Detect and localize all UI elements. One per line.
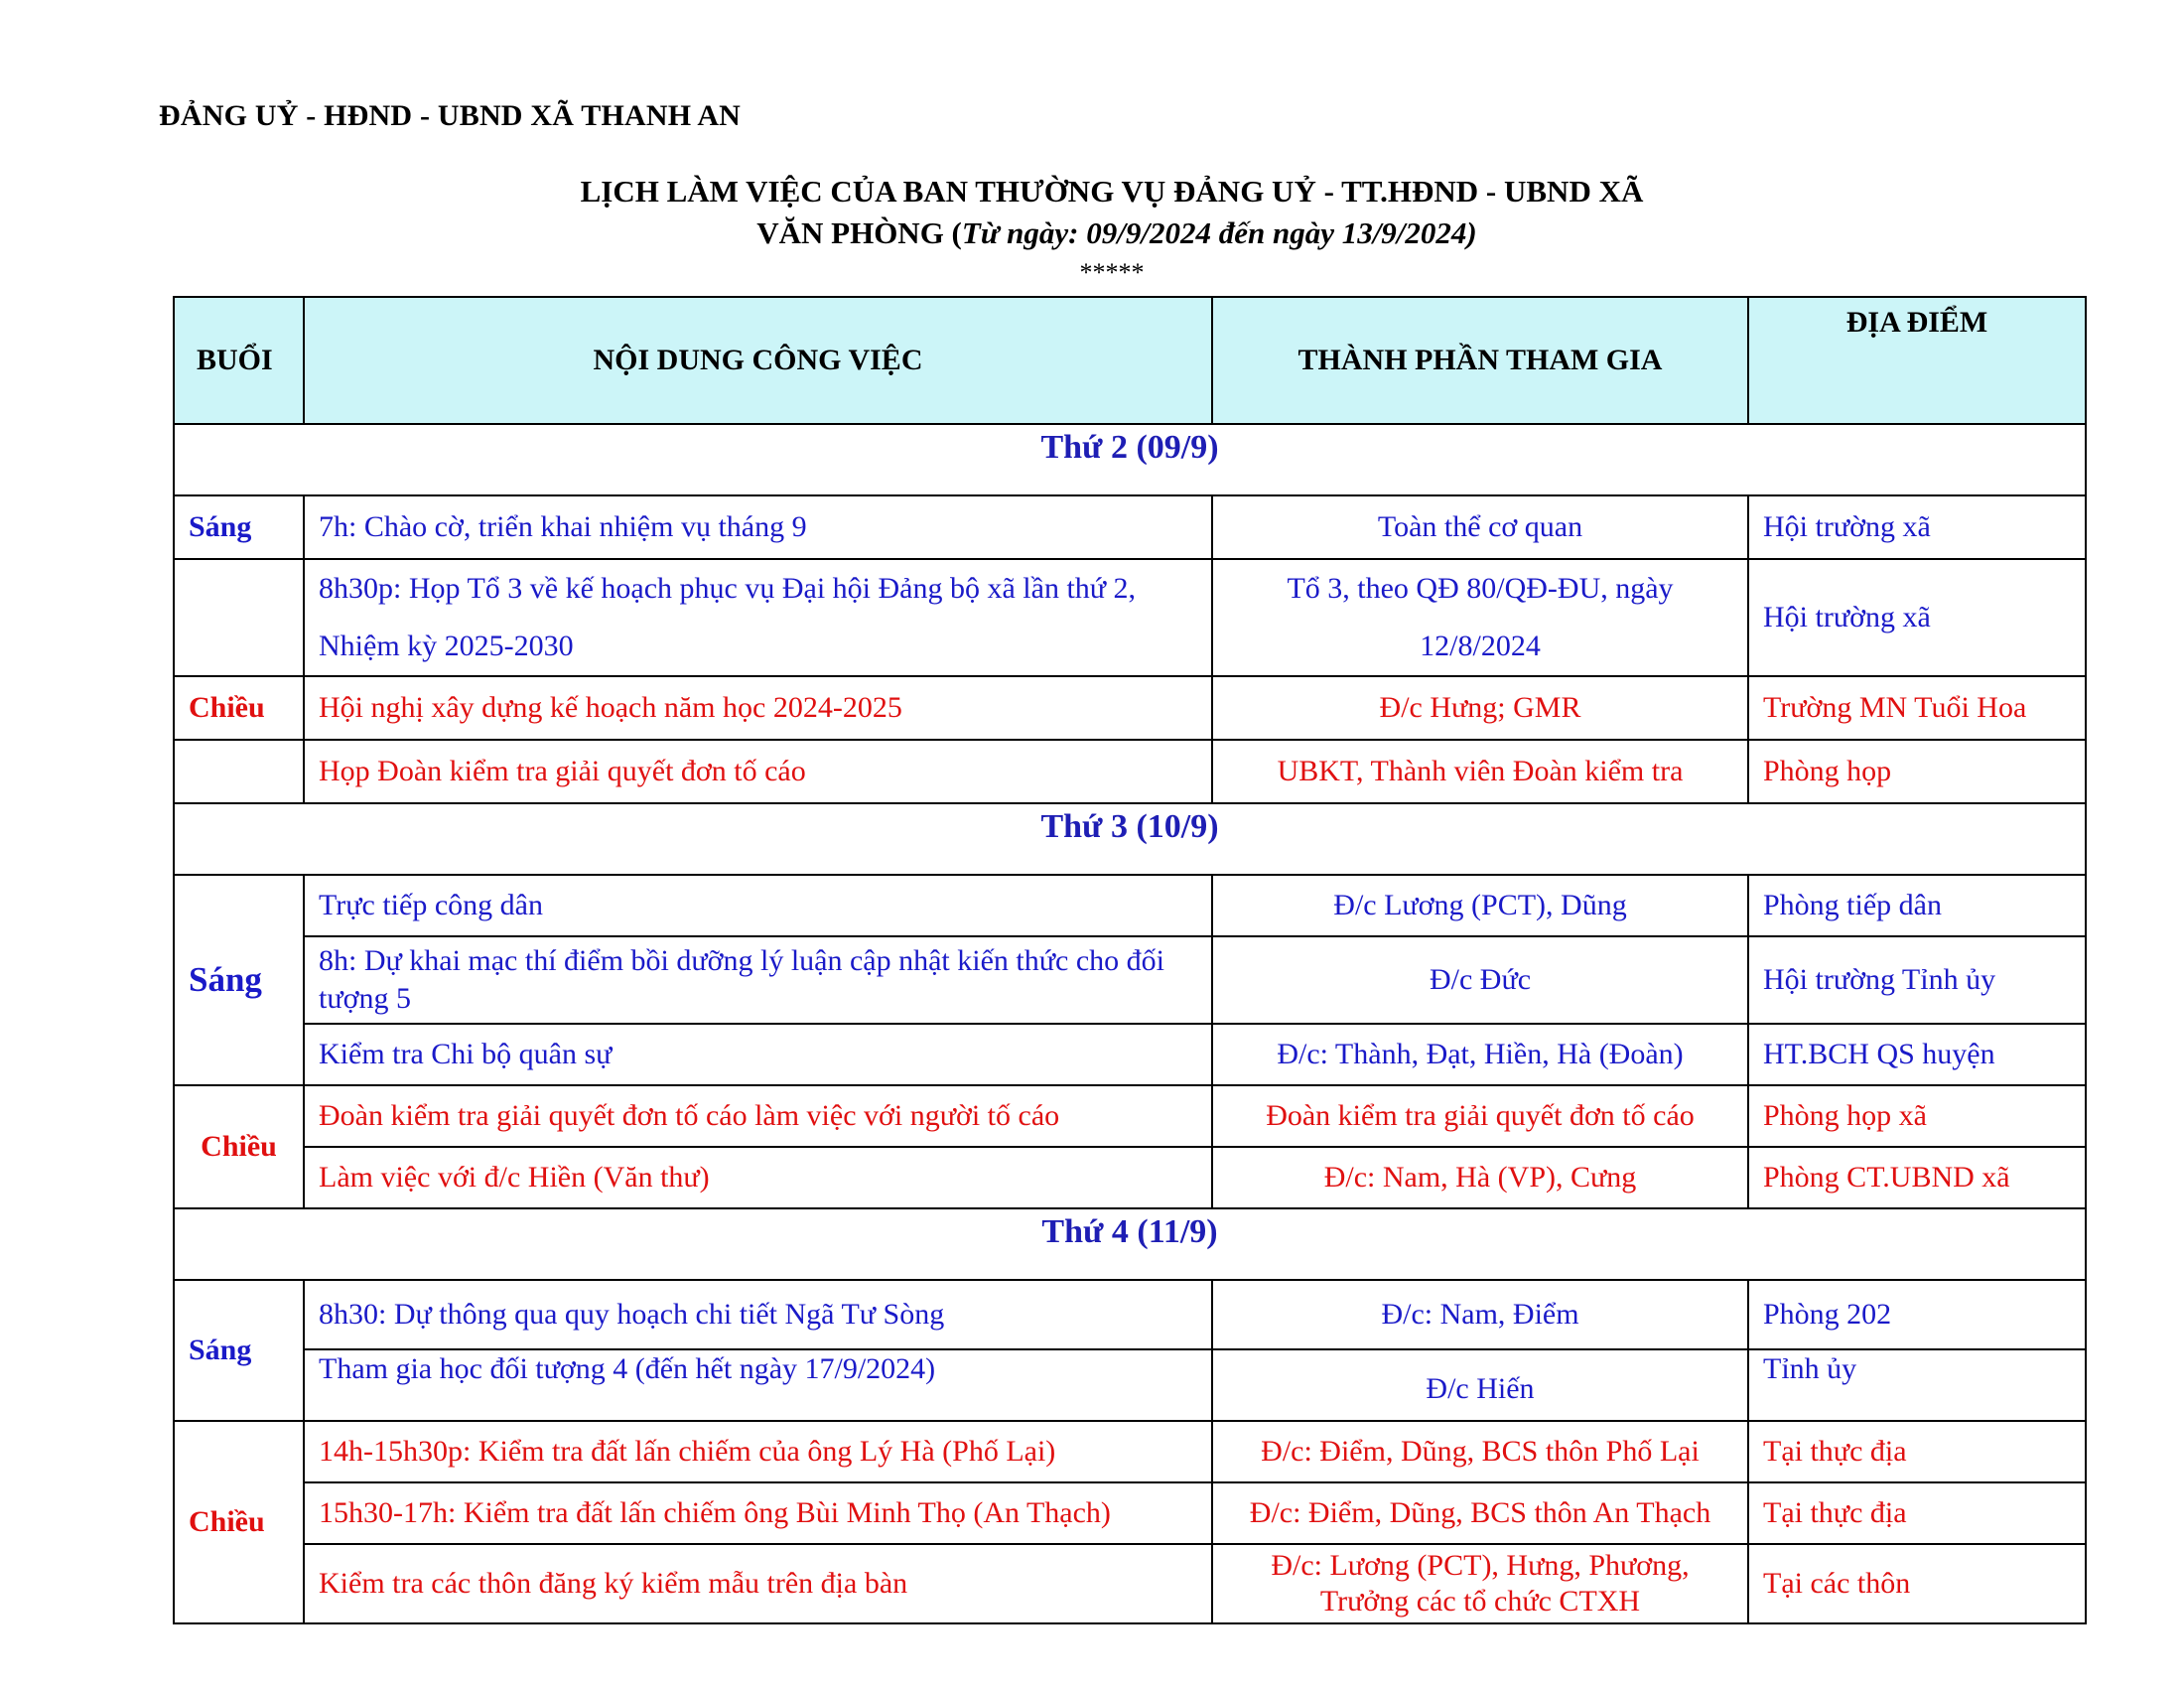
session-cell: Sáng: [174, 875, 304, 1085]
participants-cell: Toàn thể cơ quan: [1212, 495, 1748, 559]
col-header-content: NỘI DUNG CÔNG VIỆC: [304, 297, 1212, 424]
location-cell: Hội trường xã: [1748, 495, 2086, 559]
location-cell: Phòng 202: [1748, 1280, 2086, 1349]
schedule-subtitle: [0, 215, 2184, 251]
session-cell: [174, 559, 304, 676]
participants-cell: Đ/c Hiến: [1212, 1349, 1748, 1421]
location-cell: HT.BCH QS huyện: [1748, 1024, 2086, 1085]
col-header-participants: THÀNH PHẦN THAM GIA: [1212, 297, 1748, 424]
participants-cell: Đ/c Đức: [1212, 936, 1748, 1024]
table-header-row: [174, 297, 2086, 424]
content-cell: 8h30: Dự thông qua quy hoạch chi tiết Ngã Tư Sòng: [304, 1280, 1212, 1349]
table-row: [174, 740, 2086, 803]
session-cell: [174, 740, 304, 803]
location-cell: Tại thực địa: [1748, 1421, 2086, 1482]
table-row: [174, 1544, 2086, 1623]
date-range: Từ ngày: 09/9/2024 đến ngày 13/9/2024): [961, 215, 1477, 250]
content-cell: Tham gia học đối tượng 4 (đến hết ngày 17/9/2024): [304, 1349, 1212, 1421]
day-label: Thứ 4 (11/9): [174, 1208, 2086, 1280]
location-cell: Trường MN Tuổi Hoa: [1748, 676, 2086, 740]
decorative-stars: *****: [1079, 258, 1145, 287]
day-row-mon: [174, 424, 2086, 495]
location-cell: Phòng CT.UBND xã: [1748, 1147, 2086, 1208]
content-cell: Kiểm tra các thôn đăng ký kiểm mẫu trên địa bàn: [304, 1544, 1212, 1623]
participants-cell: Đ/c: Lương (PCT), Hưng, Phương, Trưởng các tổ chức CTXH: [1212, 1544, 1748, 1623]
content-cell: Trực tiếp công dân: [304, 875, 1212, 936]
table-row: [174, 1147, 2086, 1208]
content-cell: Đoàn kiểm tra giải quyết đơn tố cáo làm việc với người tố cáo: [304, 1085, 1212, 1147]
location-cell: Tỉnh ủy: [1748, 1349, 2086, 1421]
participants-cell: Tổ 3, theo QĐ 80/QĐ-ĐU, ngày 12/8/2024: [1212, 559, 1748, 676]
location-cell: Tại thực địa: [1748, 1482, 2086, 1544]
location-cell: Phòng họp: [1748, 740, 2086, 803]
col-header-location: ĐỊA ĐIỂM: [1748, 297, 2086, 424]
content-cell: 7h: Chào cờ, triển khai nhiệm vụ tháng 9: [304, 495, 1212, 559]
session-cell: Chiều: [174, 1421, 304, 1623]
participants-cell: Đoàn kiểm tra giải quyết đơn tố cáo: [1212, 1085, 1748, 1147]
table-row: [174, 1024, 2086, 1085]
table-row: [174, 1085, 2086, 1147]
participants-cell: Đ/c: Thành, Đạt, Hiền, Hà (Đoàn): [1212, 1024, 1748, 1085]
day-row-wed: [174, 1208, 2086, 1280]
content-cell: 8h30p: Họp Tổ 3 về kế hoạch phục vụ Đại hội Đảng bộ xã lần thứ 2, Nhiệm kỳ 2025-2030: [304, 559, 1212, 676]
table-row: [174, 1421, 2086, 1482]
content-cell: Kiểm tra Chi bộ quân sự: [304, 1024, 1212, 1085]
session-cell: Chiều: [174, 1085, 304, 1208]
participants-cell: UBKT, Thành viên Đoàn kiểm tra: [1212, 740, 1748, 803]
day-label: Thứ 3 (10/9): [174, 803, 2086, 875]
day-label: Thứ 2 (09/9): [174, 424, 2086, 495]
table-row: [174, 495, 2086, 559]
participants-cell: Đ/c: Nam, Hà (VP), Cưng: [1212, 1147, 1748, 1208]
participants-cell: Đ/c Lương (PCT), Dũng: [1212, 875, 1748, 936]
participants-cell: Đ/c Hưng; GMR: [1212, 676, 1748, 740]
table-row: [174, 875, 2086, 936]
content-cell: 15h30-17h: Kiểm tra đất lấn chiếm ông Bùi Minh Thọ (An Thạch): [304, 1482, 1212, 1544]
table-row: [174, 676, 2086, 740]
location-cell: Phòng họp xã: [1748, 1085, 2086, 1147]
location-cell: Hội trường xã: [1748, 559, 2086, 676]
participants-cell: Đ/c: Điểm, Dũng, BCS thôn An Thạch: [1212, 1482, 1748, 1544]
content-cell: 14h-15h30p: Kiểm tra đất lấn chiếm của ông Lý Hà (Phố Lại): [304, 1421, 1212, 1482]
table-row: [174, 936, 2086, 1024]
content-cell: 8h: Dự khai mạc thí điểm bồi dưỡng lý luận cập nhật kiến thức cho đối tượng 5: [304, 936, 1212, 1024]
content-cell: Hội nghị xây dựng kế hoạch năm học 2024-2025: [304, 676, 1212, 740]
table-row: [174, 1349, 2086, 1421]
subtitle-prefix: VĂN PHÒNG (: [756, 215, 962, 250]
location-cell: Tại các thôn: [1748, 1544, 2086, 1623]
table-row: [174, 1280, 2086, 1349]
participants-cell: Đ/c: Nam, Điểm: [1212, 1280, 1748, 1349]
content-cell: Họp Đoàn kiểm tra giải quyết đơn tố cáo: [304, 740, 1212, 803]
participants-cell: Đ/c: Điểm, Dũng, BCS thôn Phố Lại: [1212, 1421, 1748, 1482]
col-header-session: BUỔI: [174, 297, 304, 424]
session-cell: Sáng: [174, 495, 304, 559]
location-cell: Hội trường Tỉnh ủy: [1748, 936, 2086, 1024]
session-cell: Chiều: [174, 676, 304, 740]
table-row: [174, 1482, 2086, 1544]
location-cell: Phòng tiếp dân: [1748, 875, 2086, 936]
schedule-title: LỊCH LÀM VIỆC CỦA BAN THƯỜNG VỤ ĐẢNG UỶ - TT.HĐND - UBND XÃ: [580, 174, 1644, 209]
schedule-table: [173, 296, 2087, 1624]
table-row: [174, 559, 2086, 676]
organization-name: ĐẢNG UỶ - HĐND - UBND XÃ THANH AN: [159, 99, 742, 132]
day-row-tue: [174, 803, 2086, 875]
session-cell: Sáng: [174, 1280, 304, 1421]
content-cell: Làm việc với đ/c Hiền (Văn thư): [304, 1147, 1212, 1208]
